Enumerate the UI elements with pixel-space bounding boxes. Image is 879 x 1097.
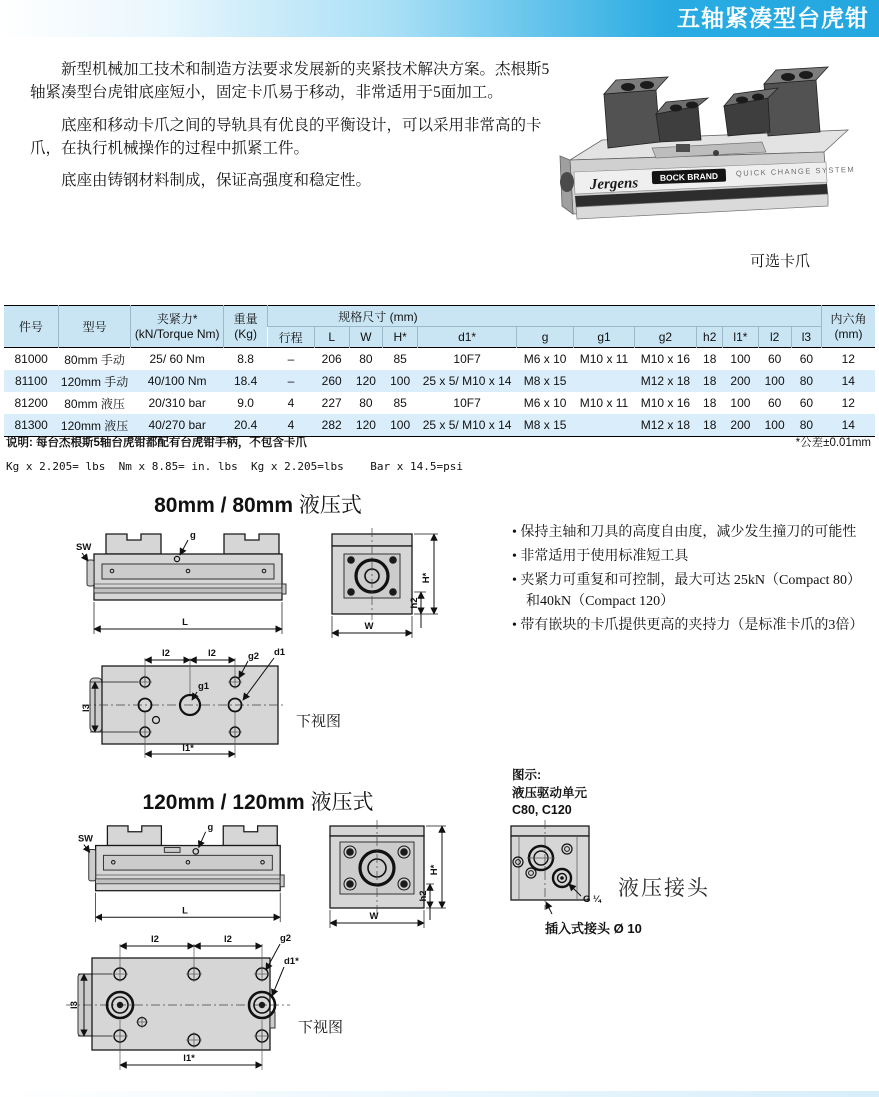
table-cell: 100 bbox=[390, 418, 411, 432]
table-cell: 4 bbox=[287, 396, 295, 410]
table-cell: 40/100 Nm bbox=[147, 374, 207, 388]
dim-label-g1: g1 bbox=[198, 681, 210, 692]
intro-paragraph: 底座由铸钢材料制成，保证高强度和稳定性。 bbox=[61, 172, 372, 189]
table-cell: 81300 bbox=[14, 418, 48, 432]
table-cell: M10 x 11 bbox=[579, 352, 629, 366]
table-cell: 80 bbox=[799, 374, 814, 388]
section-80-title bbox=[88, 489, 428, 519]
feature-item: • 保持主轴和刀具的高度自由度，减少发生撞刀的可能性 bbox=[512, 522, 874, 543]
table-cell: 85 bbox=[393, 352, 407, 366]
bottom-view-80-drawing bbox=[78, 646, 293, 764]
column-header-line: 夹紧力* bbox=[156, 311, 198, 326]
table-cell bbox=[574, 414, 634, 437]
column-header: l2 bbox=[758, 327, 791, 348]
table-cell: 9.0 bbox=[237, 396, 254, 410]
column-header: g2 bbox=[634, 327, 696, 348]
dim-label-l3: l3 bbox=[81, 704, 92, 712]
column-header-line: 重量 bbox=[233, 311, 258, 326]
table-cell: 10F7 bbox=[453, 396, 481, 410]
spec-table-body bbox=[4, 348, 875, 437]
legend-line: 图示: bbox=[512, 768, 542, 782]
table-row bbox=[4, 370, 875, 392]
table-cell: 100 bbox=[390, 374, 411, 388]
section-120-title bbox=[88, 786, 428, 816]
plug-connector-label: 插入式接头 Ø 10 bbox=[545, 921, 642, 936]
page-footer-strip bbox=[0, 1091, 879, 1097]
feature-list bbox=[512, 522, 874, 639]
table-cell: M10 x 16 bbox=[640, 396, 691, 410]
feature-item: • 带有嵌块的卡爪提供更高的夹持力（是标准卡爪的3倍） bbox=[512, 615, 874, 636]
right-jaw bbox=[724, 67, 828, 136]
column-header: W bbox=[349, 327, 382, 348]
table-cell: 18 bbox=[703, 418, 717, 432]
table-cell: 60 bbox=[799, 352, 814, 366]
dim-label-L: L bbox=[182, 905, 188, 916]
column-group-header: 规格尺寸 (mm) bbox=[268, 306, 822, 327]
left-jaw bbox=[604, 77, 708, 148]
column-header: 件号 bbox=[4, 306, 58, 348]
table-cell: 206 bbox=[321, 352, 342, 366]
table-cell: 100 bbox=[730, 396, 751, 410]
intro-text bbox=[30, 58, 552, 201]
table-cell: 20.4 bbox=[233, 418, 258, 432]
dim-label-g: g bbox=[207, 821, 214, 832]
table-cell: 227 bbox=[321, 396, 342, 410]
table-cell: 80mm 手动 bbox=[64, 352, 125, 367]
side-view-80-drawing bbox=[76, 528, 290, 640]
table-cell: 80mm 液压 bbox=[64, 396, 125, 411]
spec-table-head bbox=[4, 306, 875, 348]
table-cell: 81200 bbox=[14, 396, 48, 410]
feature-item: • 夹紧力可重复和可控制，最大可达 25kN（Compact 80）和40kN（Compact 120） bbox=[512, 570, 874, 612]
table-cell: 100 bbox=[764, 418, 785, 432]
sub-brand-label: BOCK BRAND bbox=[659, 170, 719, 183]
table-cell: 80 bbox=[799, 418, 814, 432]
table-cell: M6 x 10 bbox=[523, 352, 567, 366]
legend-line: 液压驱动单元 bbox=[512, 785, 588, 800]
section-120-type: 液压式 bbox=[310, 790, 374, 814]
table-cell: M6 x 10 bbox=[523, 396, 567, 410]
table-cell: 120 bbox=[355, 418, 376, 432]
photo-caption: 可选卡爪 bbox=[750, 254, 811, 270]
table-cell bbox=[574, 370, 634, 392]
table-cell: 282 bbox=[321, 418, 342, 432]
spec-table-wrap bbox=[4, 305, 875, 437]
column-header: g1 bbox=[574, 327, 634, 348]
dim-label-g2: g2 bbox=[248, 651, 260, 662]
table-cell: M8 x 15 bbox=[523, 418, 567, 432]
side-view-120-drawing bbox=[76, 820, 290, 928]
legend-line: C80, C120 bbox=[512, 803, 572, 817]
table-cell: 18 bbox=[703, 374, 717, 388]
dim-label-h2: h2 bbox=[418, 890, 429, 902]
dim-label-h2: h2 bbox=[409, 597, 420, 609]
table-cell: 20/310 bar bbox=[148, 396, 206, 410]
dim-label-g2: g2 bbox=[280, 933, 292, 944]
dim-label-l1: l1* bbox=[183, 1053, 195, 1064]
column-header-line: (mm) bbox=[834, 326, 863, 341]
bottom-view-120-drawing bbox=[58, 932, 308, 1080]
dim-label-H: H* bbox=[421, 572, 432, 584]
column-header: L bbox=[314, 327, 349, 348]
table-cell: 81100 bbox=[14, 374, 48, 388]
column-header: d1* bbox=[418, 327, 517, 348]
product-photo bbox=[556, 56, 864, 250]
table-cell: 14 bbox=[841, 418, 855, 432]
table-cell: 12 bbox=[841, 352, 855, 366]
table-cell: 40/270 bar bbox=[148, 418, 206, 432]
section-80-size: 80mm / 80mm bbox=[154, 494, 294, 517]
table-cell: 12 bbox=[841, 396, 855, 410]
table-cell: 18.4 bbox=[233, 374, 258, 388]
dim-label-W: W bbox=[369, 911, 379, 922]
column-header bbox=[822, 306, 875, 348]
bottom-view-80-caption: 下视图 bbox=[296, 714, 342, 730]
thread-size-label: G ¼ bbox=[583, 894, 601, 905]
intro-paragraph: 新型机械加工技术和制造方法要求发展新的夹紧技术解决方案。杰根斯5轴紧凑型台虎钳底座短小，固定卡爪易于移动，非常适用于5面加工。 bbox=[30, 61, 550, 102]
table-cell: 60 bbox=[767, 352, 782, 366]
table-cell: 60 bbox=[799, 396, 814, 410]
end-view-80-drawing bbox=[322, 526, 444, 644]
tagline-label: QUICK CHANGE SYSTEM bbox=[735, 164, 856, 178]
table-cell: 60 bbox=[767, 396, 782, 410]
column-header: g bbox=[516, 327, 573, 348]
column-header bbox=[223, 306, 267, 348]
table-cell: 200 bbox=[730, 418, 751, 432]
table-cell: M10 x 11 bbox=[579, 396, 629, 410]
column-header: l3 bbox=[791, 327, 821, 348]
bottom-view-120-caption: 下视图 bbox=[298, 1020, 344, 1036]
column-header-line: 内六角 bbox=[830, 311, 867, 326]
column-header: 型号 bbox=[58, 306, 130, 348]
spec-table bbox=[4, 305, 875, 437]
dim-label-W: W bbox=[364, 621, 374, 632]
dim-label-H: H* bbox=[429, 864, 440, 876]
hydraulic-legend bbox=[512, 767, 587, 820]
table-cell: M12 x 18 bbox=[640, 418, 691, 432]
table-cell: 18 bbox=[703, 396, 717, 410]
table-cell: M8 x 15 bbox=[523, 374, 567, 388]
table-cell: 25 x 5/ M10 x 14 bbox=[422, 418, 512, 432]
table-remark: 说明: 每台杰根斯5轴台虎钳都配有台虎钳手柄，不包含卡爪 bbox=[6, 437, 307, 449]
dim-label-g: g bbox=[190, 530, 196, 541]
table-cell: – bbox=[287, 374, 295, 388]
table-cell: 81000 bbox=[14, 352, 48, 366]
table-cell: 18 bbox=[703, 352, 717, 366]
section-80-type: 液压式 bbox=[298, 493, 362, 517]
table-cell: 120mm 液压 bbox=[60, 418, 129, 433]
end-view-120-drawing bbox=[322, 820, 452, 932]
unit-conversions: Kg x 2.205= lbs Nm x 8.85= in. lbs Kg x 2.205=lbs Bar x 14.5=psi bbox=[6, 460, 463, 473]
dim-label-l2: l2 bbox=[162, 648, 170, 659]
dim-label-sw: SW bbox=[76, 542, 92, 553]
table-cell: M10 x 16 bbox=[640, 352, 691, 366]
bed-hole bbox=[713, 150, 719, 156]
dim-label-l2: l2 bbox=[151, 934, 159, 945]
table-cell: 25/ 60 Nm bbox=[149, 352, 205, 366]
table-cell: M12 x 18 bbox=[640, 374, 691, 388]
hydraulic-connector-label: 液压接头 bbox=[618, 876, 710, 900]
table-cell: 100 bbox=[730, 352, 751, 366]
table-cell: 120 bbox=[355, 374, 376, 388]
column-header: 行程 bbox=[268, 327, 314, 348]
table-cell: 260 bbox=[321, 374, 342, 388]
section-120-size: 120mm / 120mm bbox=[142, 791, 305, 814]
table-cell: 10F7 bbox=[453, 352, 481, 366]
table-cell: – bbox=[287, 352, 295, 366]
dim-label-d1: d1 bbox=[274, 647, 286, 658]
column-header-line: (Kg) bbox=[234, 326, 257, 341]
drive-socket bbox=[560, 172, 574, 192]
table-cell: 25 x 5/ M10 x 14 bbox=[422, 374, 512, 388]
table-cell: 8.8 bbox=[237, 352, 254, 366]
page-title: 五轴紧凑型台虎钳 bbox=[677, 5, 869, 31]
table-cell: 80 bbox=[359, 352, 373, 366]
column-header: H* bbox=[383, 327, 418, 348]
column-header bbox=[131, 306, 224, 348]
page-banner bbox=[0, 0, 879, 37]
table-cell: 85 bbox=[393, 396, 407, 410]
dim-label-sw: SW bbox=[77, 833, 93, 844]
dim-label-l3: l3 bbox=[69, 1001, 80, 1009]
table-cell: 100 bbox=[764, 374, 785, 388]
bed-slot bbox=[676, 144, 690, 152]
sub-brand-badge bbox=[652, 169, 726, 185]
column-header: l1* bbox=[723, 327, 758, 348]
table-cell: 200 bbox=[730, 374, 751, 388]
brand-logo: Jergens bbox=[589, 175, 639, 193]
dim-label-l2: l2 bbox=[208, 648, 216, 659]
column-header: h2 bbox=[697, 327, 723, 348]
table-row bbox=[4, 348, 875, 371]
tolerance-note: *公差±0.01mm bbox=[795, 437, 871, 449]
table-cell: 4 bbox=[287, 418, 295, 432]
table-cell: 80 bbox=[359, 396, 373, 410]
hydraulic-unit-drawing bbox=[505, 818, 640, 918]
column-header-line: (kN/Torque Nm) bbox=[134, 326, 220, 341]
feature-item: • 非常适用于使用标准短工具 bbox=[512, 546, 874, 567]
dim-label-l2: l2 bbox=[224, 934, 232, 945]
table-cell: 120mm 手动 bbox=[60, 374, 129, 389]
intro-paragraph: 底座和移动卡爪之间的导轨具有优良的平衡设计，可以采用非常高的卡爪，在执行机械操作的过程中抓紧工件。 bbox=[30, 116, 542, 157]
dim-label-l1: l1* bbox=[182, 743, 194, 754]
table-cell: 14 bbox=[841, 374, 855, 388]
dim-label-L: L bbox=[182, 617, 188, 628]
dim-label-d1s: d1* bbox=[284, 956, 299, 967]
table-row bbox=[4, 392, 875, 414]
